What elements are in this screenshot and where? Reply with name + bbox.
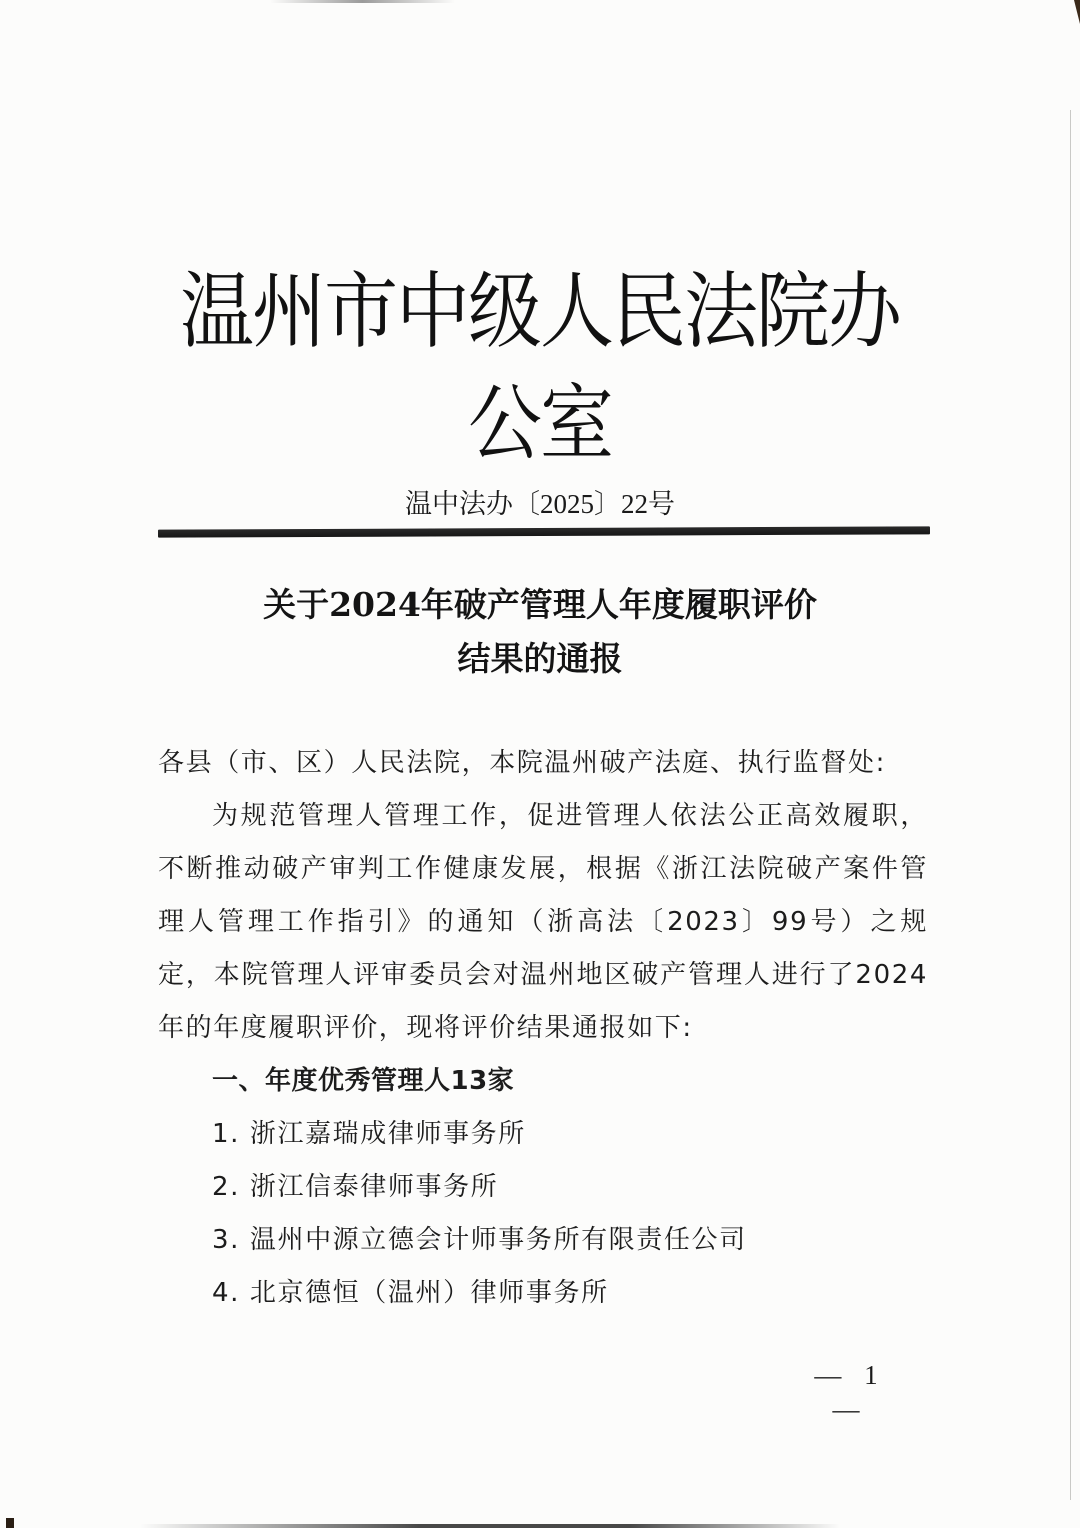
document-number: 温中法办〔2025〕22号 <box>405 489 675 519</box>
scan-artifact-top <box>270 0 455 3</box>
addressees-line: 各县（市、区）人民法院，本院温州破产法庭、执行监督处: <box>158 748 886 778</box>
list-item: 3. 温州中源立德会计师事务所有限责任公司 <box>212 1225 747 1255</box>
document-body <box>158 737 928 1320</box>
section-heading-excellent-managers: 一、年度优秀管理人13家 <box>212 1066 515 1096</box>
list-item: 2. 浙江信泰律师事务所 <box>212 1172 499 1202</box>
scan-artifact-corner <box>1074 0 1080 24</box>
notice-title-line-2: 结果的通报 <box>457 639 623 678</box>
scan-artifact-bottom <box>140 1524 840 1528</box>
header-separator-rule <box>158 526 930 537</box>
body-paragraph: 为规范管理人管理工作，促进管理人依法公正高效履职，不断推动破产审判工作健康发展，根据《浙江法院破产案件管理人管理工作指引》的通知（浙高法〔2023〕99号）之规定，本院管理人评审委员会对温州地区破产管理人进行了2024年的年度履职评价，现将评价结果通报如下: <box>158 801 928 1043</box>
notice-title-line-1: 关于2024年破产管理人年度履职评价 <box>263 585 817 624</box>
issuing-office-header: 温州市中级人民法院办公室 <box>180 263 900 473</box>
scan-artifact-corner-bottom <box>6 1518 14 1528</box>
page-number: — 1 — <box>814 1360 886 1424</box>
list-item: 4. 北京德恒（温州）律师事务所 <box>212 1278 609 1308</box>
excellent-managers-list <box>158 1108 928 1320</box>
list-item: 1. 浙江嘉瑞成律师事务所 <box>212 1119 526 1149</box>
page-edge-line <box>1070 110 1071 1500</box>
notice-title <box>160 578 920 686</box>
